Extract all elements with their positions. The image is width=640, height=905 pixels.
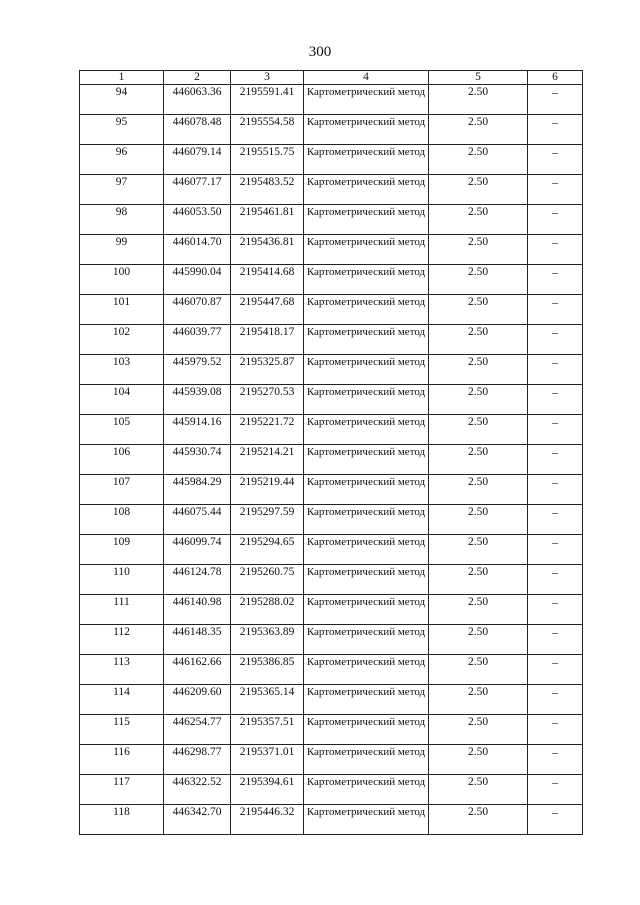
accuracy-cell: 2.50: [429, 445, 528, 475]
table-row: [80, 175, 583, 205]
y-coordinate-cell: 2195436.81: [231, 235, 304, 265]
point-number-cell: 109: [80, 535, 164, 565]
accuracy-cell: 2.50: [429, 85, 528, 115]
note-cell: –: [528, 475, 583, 505]
method-cell: Картометрический метод: [304, 655, 429, 685]
y-coordinate-cell: 2195483.52: [231, 175, 304, 205]
y-coordinate-cell: 2195325.87: [231, 355, 304, 385]
x-coordinate-cell: 446298.77: [164, 745, 231, 775]
y-coordinate-cell: 2195515.75: [231, 145, 304, 175]
table-row: [80, 385, 583, 415]
note-cell: –: [528, 355, 583, 385]
accuracy-cell: 2.50: [429, 175, 528, 205]
method-cell: Картометрический метод: [304, 385, 429, 415]
x-coordinate-cell: 446322.52: [164, 775, 231, 805]
point-number-cell: 115: [80, 715, 164, 745]
table-row: [80, 145, 583, 175]
x-coordinate-cell: 445939.08: [164, 385, 231, 415]
table-row: [80, 715, 583, 745]
table-row: [80, 415, 583, 445]
y-coordinate-cell: 2195357.51: [231, 715, 304, 745]
table-header: [80, 71, 583, 85]
y-coordinate-cell: 2195461.81: [231, 205, 304, 235]
accuracy-cell: 2.50: [429, 295, 528, 325]
x-coordinate-cell: 446342.70: [164, 805, 231, 835]
note-cell: –: [528, 595, 583, 625]
table-row: [80, 745, 583, 775]
point-number-cell: 116: [80, 745, 164, 775]
accuracy-cell: 2.50: [429, 685, 528, 715]
point-number-cell: 94: [80, 85, 164, 115]
table-row: [80, 295, 583, 325]
method-cell: Картометрический метод: [304, 145, 429, 175]
x-coordinate-cell: 446254.77: [164, 715, 231, 745]
y-coordinate-cell: 2195418.17: [231, 325, 304, 355]
accuracy-cell: 2.50: [429, 235, 528, 265]
x-coordinate-cell: 445914.16: [164, 415, 231, 445]
accuracy-cell: 2.50: [429, 565, 528, 595]
accuracy-cell: 2.50: [429, 385, 528, 415]
point-number-cell: 101: [80, 295, 164, 325]
table-row: [80, 565, 583, 595]
y-coordinate-cell: 2195365.14: [231, 685, 304, 715]
method-cell: Картометрический метод: [304, 205, 429, 235]
point-number-cell: 95: [80, 115, 164, 145]
y-coordinate-cell: 2195214.21: [231, 445, 304, 475]
point-number-cell: 111: [80, 595, 164, 625]
y-coordinate-cell: 2195363.89: [231, 625, 304, 655]
accuracy-cell: 2.50: [429, 265, 528, 295]
point-number-cell: 105: [80, 415, 164, 445]
note-cell: –: [528, 295, 583, 325]
table-row: [80, 115, 583, 145]
y-coordinate-cell: 2195294.65: [231, 535, 304, 565]
method-cell: Картометрический метод: [304, 805, 429, 835]
y-coordinate-cell: 2195447.68: [231, 295, 304, 325]
x-coordinate-cell: 446077.17: [164, 175, 231, 205]
method-cell: Картометрический метод: [304, 565, 429, 595]
y-coordinate-cell: 2195288.02: [231, 595, 304, 625]
table-row: [80, 505, 583, 535]
x-coordinate-cell: 446099.74: [164, 535, 231, 565]
point-number-cell: 98: [80, 205, 164, 235]
page-number: 300: [308, 44, 332, 60]
method-cell: Картометрический метод: [304, 445, 429, 475]
y-coordinate-cell: 2195386.85: [231, 655, 304, 685]
table-row: [80, 85, 583, 115]
point-number-cell: 104: [80, 385, 164, 415]
method-cell: Картометрический метод: [304, 115, 429, 145]
x-coordinate-cell: 446079.14: [164, 145, 231, 175]
method-cell: Картометрический метод: [304, 685, 429, 715]
table-row: [80, 205, 583, 235]
header-col-3: 3: [231, 71, 304, 85]
note-cell: –: [528, 415, 583, 445]
x-coordinate-cell: 446209.60: [164, 685, 231, 715]
x-coordinate-cell: 446070.87: [164, 295, 231, 325]
note-cell: –: [528, 445, 583, 475]
accuracy-cell: 2.50: [429, 745, 528, 775]
method-cell: Картометрический метод: [304, 235, 429, 265]
accuracy-cell: 2.50: [429, 805, 528, 835]
accuracy-cell: 2.50: [429, 775, 528, 805]
point-number-cell: 113: [80, 655, 164, 685]
point-number-cell: 96: [80, 145, 164, 175]
point-number-cell: 102: [80, 325, 164, 355]
note-cell: –: [528, 655, 583, 685]
y-coordinate-cell: 2195219.44: [231, 475, 304, 505]
accuracy-cell: 2.50: [429, 655, 528, 685]
point-number-cell: 107: [80, 475, 164, 505]
table-row: [80, 355, 583, 385]
header-row: [80, 71, 583, 85]
table-row: [80, 235, 583, 265]
method-cell: Картометрический метод: [304, 745, 429, 775]
method-cell: Картометрический метод: [304, 595, 429, 625]
note-cell: –: [528, 625, 583, 655]
note-cell: –: [528, 565, 583, 595]
y-coordinate-cell: 2195221.72: [231, 415, 304, 445]
table-row: [80, 595, 583, 625]
accuracy-cell: 2.50: [429, 475, 528, 505]
coordinates-table: [79, 70, 583, 835]
note-cell: –: [528, 325, 583, 355]
note-cell: –: [528, 145, 583, 175]
header-col-5: 5: [429, 71, 528, 85]
accuracy-cell: 2.50: [429, 325, 528, 355]
method-cell: Картометрический метод: [304, 175, 429, 205]
table-row: [80, 265, 583, 295]
x-coordinate-cell: 446039.77: [164, 325, 231, 355]
x-coordinate-cell: 446162.66: [164, 655, 231, 685]
table-row: [80, 325, 583, 355]
accuracy-cell: 2.50: [429, 145, 528, 175]
accuracy-cell: 2.50: [429, 415, 528, 445]
note-cell: –: [528, 265, 583, 295]
note-cell: –: [528, 115, 583, 145]
note-cell: –: [528, 535, 583, 565]
table-row: [80, 625, 583, 655]
x-coordinate-cell: 446053.50: [164, 205, 231, 235]
accuracy-cell: 2.50: [429, 625, 528, 655]
header-col-4: 4: [304, 71, 429, 85]
table-row: [80, 445, 583, 475]
note-cell: –: [528, 805, 583, 835]
table-row: [80, 775, 583, 805]
y-coordinate-cell: 2195270.53: [231, 385, 304, 415]
x-coordinate-cell: 446063.36: [164, 85, 231, 115]
point-number-cell: 114: [80, 685, 164, 715]
x-coordinate-cell: 445930.74: [164, 445, 231, 475]
point-number-cell: 117: [80, 775, 164, 805]
y-coordinate-cell: 2195591.41: [231, 85, 304, 115]
note-cell: –: [528, 505, 583, 535]
method-cell: Картометрический метод: [304, 505, 429, 535]
method-cell: Картометрический метод: [304, 85, 429, 115]
table-row: [80, 655, 583, 685]
point-number-cell: 108: [80, 505, 164, 535]
point-number-cell: 100: [80, 265, 164, 295]
method-cell: Картометрический метод: [304, 775, 429, 805]
accuracy-cell: 2.50: [429, 505, 528, 535]
point-number-cell: 110: [80, 565, 164, 595]
accuracy-cell: 2.50: [429, 355, 528, 385]
note-cell: –: [528, 775, 583, 805]
x-coordinate-cell: 446078.48: [164, 115, 231, 145]
header-col-1: 1: [80, 71, 164, 85]
method-cell: Картометрический метод: [304, 625, 429, 655]
note-cell: –: [528, 235, 583, 265]
x-coordinate-cell: 446124.78: [164, 565, 231, 595]
header-col-2: 2: [164, 71, 231, 85]
method-cell: Картометрический метод: [304, 355, 429, 385]
table-row: [80, 805, 583, 835]
table-row: [80, 685, 583, 715]
point-number-cell: 103: [80, 355, 164, 385]
x-coordinate-cell: 445979.52: [164, 355, 231, 385]
y-coordinate-cell: 2195446.32: [231, 805, 304, 835]
y-coordinate-cell: 2195297.59: [231, 505, 304, 535]
note-cell: –: [528, 205, 583, 235]
x-coordinate-cell: 446075.44: [164, 505, 231, 535]
method-cell: Картометрический метод: [304, 325, 429, 355]
accuracy-cell: 2.50: [429, 595, 528, 625]
method-cell: Картометрический метод: [304, 715, 429, 745]
method-cell: Картометрический метод: [304, 475, 429, 505]
note-cell: –: [528, 745, 583, 775]
x-coordinate-cell: 445990.04: [164, 265, 231, 295]
y-coordinate-cell: 2195414.68: [231, 265, 304, 295]
point-number-cell: 106: [80, 445, 164, 475]
note-cell: –: [528, 85, 583, 115]
y-coordinate-cell: 2195260.75: [231, 565, 304, 595]
method-cell: Картометрический метод: [304, 415, 429, 445]
x-coordinate-cell: 446014.70: [164, 235, 231, 265]
accuracy-cell: 2.50: [429, 115, 528, 145]
table-row: [80, 535, 583, 565]
x-coordinate-cell: 445984.29: [164, 475, 231, 505]
accuracy-cell: 2.50: [429, 535, 528, 565]
y-coordinate-cell: 2195371.01: [231, 745, 304, 775]
header-col-6: 6: [528, 71, 583, 85]
method-cell: Картометрический метод: [304, 535, 429, 565]
method-cell: Картометрический метод: [304, 295, 429, 325]
x-coordinate-cell: 446140.98: [164, 595, 231, 625]
point-number-cell: 118: [80, 805, 164, 835]
method-cell: Картометрический метод: [304, 265, 429, 295]
note-cell: –: [528, 715, 583, 745]
note-cell: –: [528, 685, 583, 715]
accuracy-cell: 2.50: [429, 205, 528, 235]
y-coordinate-cell: 2195394.61: [231, 775, 304, 805]
table-body: [80, 85, 583, 835]
note-cell: –: [528, 385, 583, 415]
point-number-cell: 99: [80, 235, 164, 265]
y-coordinate-cell: 2195554.58: [231, 115, 304, 145]
point-number-cell: 97: [80, 175, 164, 205]
accuracy-cell: 2.50: [429, 715, 528, 745]
x-coordinate-cell: 446148.35: [164, 625, 231, 655]
table-row: [80, 475, 583, 505]
note-cell: –: [528, 175, 583, 205]
point-number-cell: 112: [80, 625, 164, 655]
